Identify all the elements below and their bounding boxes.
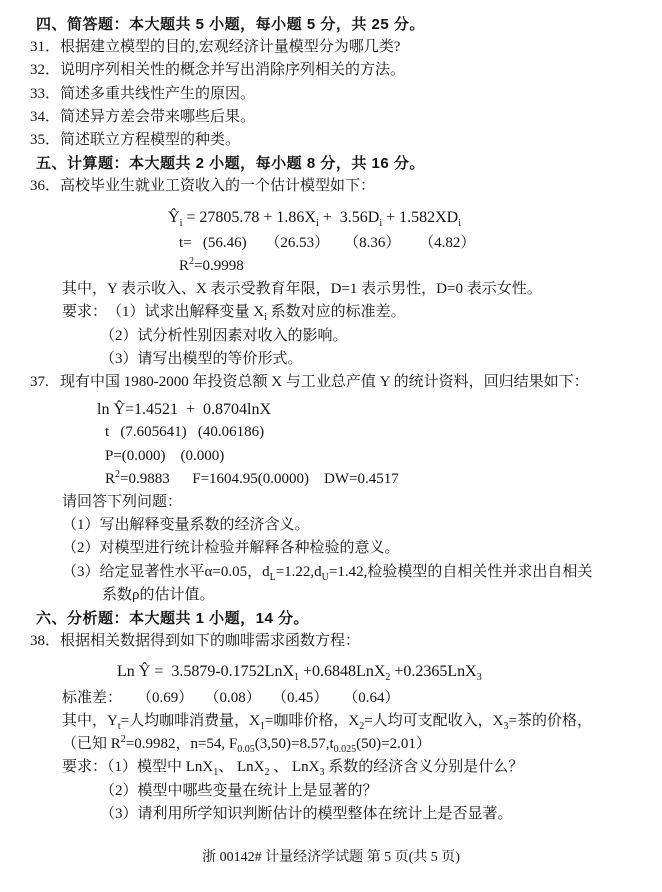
- question-item: [30, 36, 662, 59]
- item-text: 根据建立模型的目的,宏观经济计量模型分为哪几类?: [60, 39, 401, 56]
- document-line: 标准差： （0.69） （0.08） （0.45） （0.64）: [62, 689, 400, 706]
- document-line: $Ŷ_i = 27805.78 + 1.86X_i + 3.56D_i + 1.582XD_i$: [168, 208, 462, 229]
- document-line: P=(0.000) (0.000): [105, 447, 225, 464]
- item-number: 37.: [30, 374, 49, 391]
- document-body: [0, 13, 662, 826]
- item-number: 35．: [30, 132, 61, 149]
- document-line: $R^2=0.9883$ F=1604.95(0.0000) DW=0.4517: [105, 468, 399, 487]
- document-line: （3）请利用所学知识判断估计的模型整体在统计上是否显著。: [100, 805, 513, 822]
- item-number: 36．: [30, 178, 61, 195]
- page-footer: 浙 00142# 计量经济学试题 第 5 页(共 5 页): [202, 850, 460, 865]
- question-item: [30, 59, 662, 82]
- question-item: [30, 129, 662, 152]
- section-header: 五、计算题：本大题共 2 小题，每小题 8 分，共 16 分。: [36, 155, 425, 173]
- document-line: 要求： （1）试求出解释变量 $X_i$ 系数对应的标准差。: [62, 304, 406, 324]
- document-line: t= (56.46) （26.53） （8.36） （4.82）: [179, 234, 476, 251]
- document-line: （已知 $R^2=0.9982$，n=54, $F_{0.05}(3,50)=8.57,t_{0.025}(50)=2.01$）: [62, 734, 431, 756]
- document-line: 要求：（1）模型中 LnX$_1$、 LnX$_2$ 、 LnX$_3$ 系数的经济含义分别是什么？: [62, 759, 524, 779]
- item-text: 高校毕业生就业工资收入的一个估计模型如下：: [60, 178, 376, 195]
- question-item: [30, 83, 662, 106]
- item-text: 根据相关数据得到如下的咖啡需求函数方程：: [60, 633, 361, 650]
- item-text: 简述多重共线性产生的原因。: [60, 85, 256, 102]
- document-line: （2）模型中哪些变量在统计上是显著的？: [100, 782, 378, 799]
- document-line: 其中，Y 表示收入、X 表示受教育年限，D=1 表示男性，D=0 表示女性。: [62, 281, 542, 298]
- section-header: 六、分析题：本大题共 1 小题，14 分。: [36, 610, 310, 628]
- document-line: $R^2=0.9998$: [179, 256, 244, 275]
- document-line: 请回答下列问题：: [62, 494, 183, 511]
- document-line: t (7.605641) (40.06186): [105, 424, 265, 441]
- question-item: [30, 175, 662, 198]
- document-line: （2）试分析性别因素对收入的影响。: [100, 327, 348, 344]
- question-item: [30, 106, 662, 129]
- document-line: （3）给定显著性水平α=0.05，$d_L=1.22,d_U=1.42$,检验模型的自相关性并求出自相关: [62, 563, 593, 583]
- item-number: 34．: [30, 108, 61, 125]
- document-line: 其中，$Y_t=$人均咖啡消费量，$X_1=$咖啡价格，$X_2=$人均可支配收入，$X_3=$茶的价格，: [62, 712, 592, 732]
- item-text: 现有中国 1980-2000 年投资总额 X 与工业总产值 Y 的统计资料，回归结果如下：: [60, 374, 589, 391]
- question-item: [30, 371, 662, 394]
- item-text: 简述联立方程模型的种类。: [60, 132, 241, 149]
- item-number: 32．: [30, 62, 61, 79]
- item-number: 33．: [30, 85, 61, 102]
- document-line: （1）写出解释变量系数的经济含义。: [62, 517, 310, 534]
- document-line: （2）对模型进行统计检验并解释各种检验的意义。: [62, 540, 400, 557]
- item-text: 简述异方差会带来哪些后果。: [60, 108, 256, 125]
- section-header: 四、简答题：本大题共 5 小题，每小题 5 分，共 25 分。: [36, 16, 425, 33]
- document-line: ln Ŷ=1.4521 + 0.8704lnX: [97, 401, 272, 419]
- item-number: 38．: [30, 633, 61, 650]
- item-text: 说明序列相关性的概念并写出消除序列相关的方法。: [60, 62, 406, 79]
- document-line: 系数ρ的估计值。: [102, 586, 215, 603]
- document-line: （3）请写出模型的等价形式。: [100, 350, 303, 367]
- question-item: [30, 630, 662, 653]
- item-number: 31．: [30, 39, 61, 56]
- document-line: Ln Ŷ = 3.5879-0.1752LnX$_1$ +0.6848LnX$_2$ +0.2365LnX$_3$: [117, 663, 482, 684]
